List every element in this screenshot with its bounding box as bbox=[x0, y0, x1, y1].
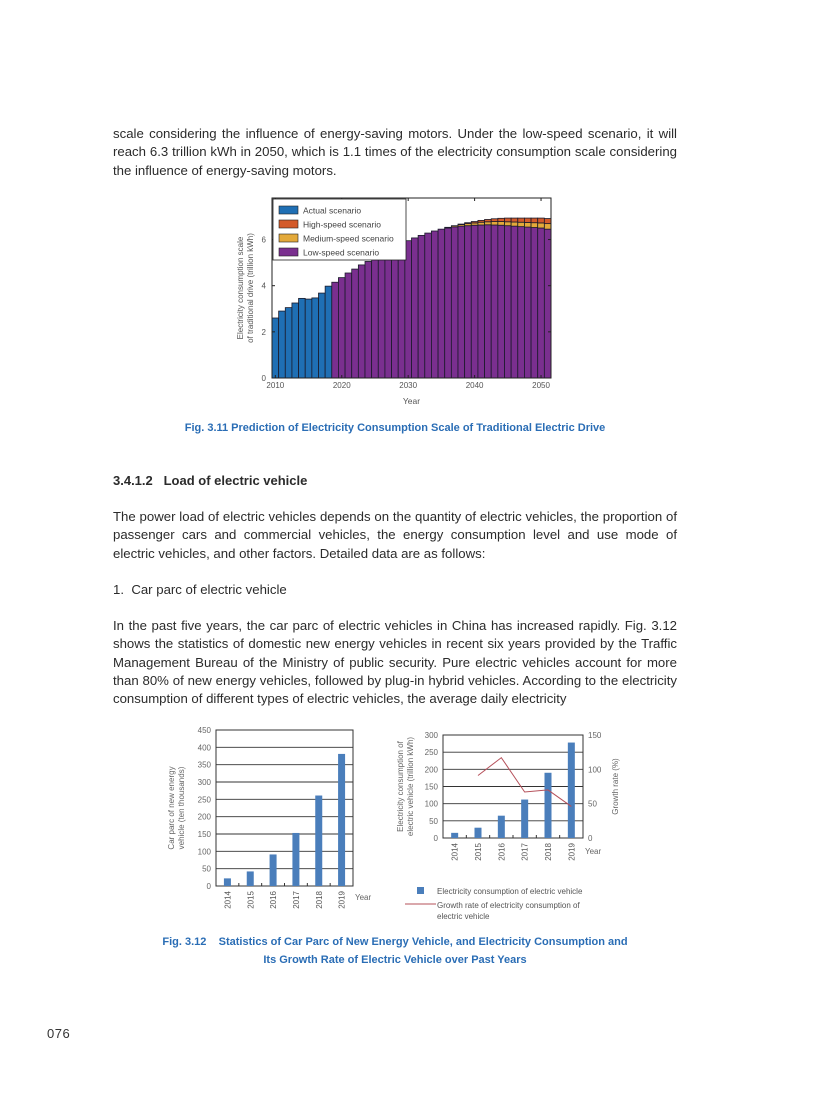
intro-paragraph: scale considering the influence of energy-saving motors. Under the low-speed scenario, it will reach 6.3 trillion kWh in 2050, which is 1.1 times of the electricity consumption scale considering the influence of energy-saving motors. bbox=[113, 126, 677, 178]
svg-text:100: 100 bbox=[588, 765, 602, 775]
list-item-car-parc: 1. Car parc of electric vehicle bbox=[113, 582, 287, 597]
svg-text:50: 50 bbox=[202, 864, 211, 874]
svg-text:2014: 2014 bbox=[450, 843, 460, 861]
svg-text:Low-speed scenario: Low-speed scenario bbox=[303, 247, 380, 258]
svg-text:300: 300 bbox=[197, 778, 211, 787]
page-number: 076 bbox=[47, 1026, 71, 1041]
svg-text:2015: 2015 bbox=[246, 891, 256, 909]
svg-text:Year: Year bbox=[402, 396, 421, 406]
svg-text:2016: 2016 bbox=[269, 891, 279, 909]
fig-3-12-caption-line2: Its Growth Rate of Electric Vehicle over Past Years bbox=[263, 954, 527, 966]
svg-text:0: 0 bbox=[206, 882, 211, 891]
svg-text:150: 150 bbox=[197, 830, 211, 839]
svg-text:High-speed scenario: High-speed scenario bbox=[303, 219, 381, 230]
svg-text:2020: 2020 bbox=[332, 381, 351, 390]
svg-text:150: 150 bbox=[588, 731, 602, 740]
svg-text:0: 0 bbox=[261, 374, 266, 383]
svg-text:350: 350 bbox=[197, 760, 211, 770]
svg-text:250: 250 bbox=[197, 795, 211, 805]
svg-text:0: 0 bbox=[433, 834, 438, 843]
svg-text:4: 4 bbox=[261, 281, 266, 291]
svg-text:100: 100 bbox=[424, 799, 438, 809]
svg-text:Growth rate (%): Growth rate (%) bbox=[611, 758, 620, 815]
svg-text:Year: Year bbox=[355, 893, 372, 902]
svg-text:2017: 2017 bbox=[291, 891, 301, 909]
svg-text:2: 2 bbox=[261, 327, 266, 337]
section-paragraph: The power load of electric vehicles depends on the quantity of electric vehicles, the proportion of passenger cars and commercial vehicles, the energy consumption level and use mode of electric vehicles, and other factors. Detailed data are as follows: bbox=[113, 509, 677, 561]
fig-3-11-caption: Fig. 3.11 Prediction of Electricity Consumption Scale of Traditional Electric Drive bbox=[184, 422, 606, 434]
svg-text:Car parc of new energyvehicle: Car parc of new energyvehicle (ten thousands) bbox=[167, 766, 186, 850]
svg-text:2019: 2019 bbox=[567, 843, 577, 861]
car-parc-paragraph: In the past five years, the car parc of electric vehicles in China has increased rapidly. Fig. 3.12 shows the statistics of domestic new energy vehicles in recent six years provided by the Traffic Management Bureau of the Ministry of public security. Pure electric vehicles account for more than 80% of new energy vehicles, followed by plug-in hybrid vehicles. According to the electricity consumption of different types of electric vehicles, the average daily electricity bbox=[113, 618, 677, 707]
svg-text:2018: 2018 bbox=[544, 843, 553, 861]
svg-text:400: 400 bbox=[197, 743, 211, 753]
svg-text:200: 200 bbox=[424, 765, 438, 775]
svg-text:2018: 2018 bbox=[314, 891, 324, 909]
legend bbox=[273, 199, 406, 260]
fig-3-12-left-chart bbox=[160, 720, 380, 920]
svg-text:2014: 2014 bbox=[223, 891, 233, 909]
svg-text:200: 200 bbox=[197, 812, 211, 822]
svg-text:Growth rate of electricity con: Growth rate of electricity consumption of bbox=[437, 901, 580, 910]
svg-text:Electricity consumption ofelec: Electricity consumption ofelectric vehicle (trillion kWh) bbox=[396, 736, 415, 837]
svg-text:300: 300 bbox=[424, 731, 438, 740]
fig-3-12-caption-line1: Fig. 3.12 Statistics of Car Parc of New Energy Vehicle, and Electricity Consumption and bbox=[162, 936, 628, 948]
svg-text:2016: 2016 bbox=[497, 843, 507, 861]
svg-text:Electricity consumption of ele: Electricity consumption of electric vehicle bbox=[437, 887, 583, 896]
svg-text:Actual scenario: Actual scenario bbox=[303, 205, 362, 216]
svg-text:2030: 2030 bbox=[399, 381, 418, 390]
svg-text:250: 250 bbox=[424, 748, 438, 758]
fig-3-12-right-chart bbox=[390, 720, 640, 925]
svg-text:2040: 2040 bbox=[465, 381, 484, 390]
svg-text:Medium-speed scenario: Medium-speed scenario bbox=[303, 233, 394, 244]
svg-text:150: 150 bbox=[424, 782, 438, 792]
svg-text:450: 450 bbox=[197, 726, 211, 735]
svg-text:0: 0 bbox=[588, 834, 593, 843]
svg-text:50: 50 bbox=[588, 799, 597, 809]
svg-text:2015: 2015 bbox=[474, 843, 483, 861]
svg-text:Electricity consumption scaleo: Electricity consumption scaleof traditional drive (trillion kWh) bbox=[236, 233, 255, 343]
svg-text:2019: 2019 bbox=[337, 891, 347, 909]
svg-text:Year: Year bbox=[585, 847, 602, 856]
svg-text:50: 50 bbox=[429, 816, 438, 826]
svg-text:2050: 2050 bbox=[532, 381, 550, 390]
svg-text:electric vehicle: electric vehicle bbox=[437, 912, 490, 921]
svg-text:100: 100 bbox=[197, 847, 211, 857]
svg-text:6: 6 bbox=[261, 235, 266, 245]
svg-text:2010: 2010 bbox=[266, 381, 285, 390]
svg-text:2017: 2017 bbox=[520, 843, 530, 861]
fig-3-11-chart bbox=[225, 190, 570, 415]
section-heading: 3.4.1.2 Load of electric vehicle bbox=[113, 473, 308, 488]
